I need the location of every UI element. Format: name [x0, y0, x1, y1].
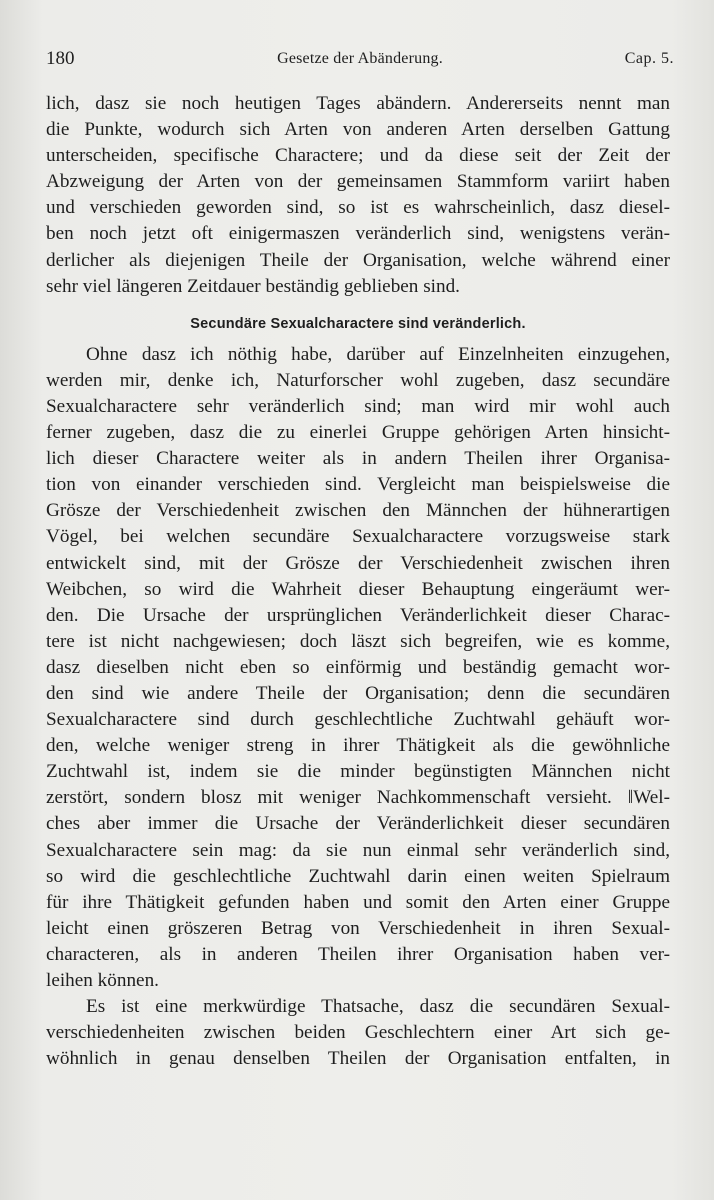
page-number: 180 [46, 48, 75, 69]
section-heading: Secundäre Sexualcharactere sind veränderlich. [190, 315, 526, 332]
text-line: ches aber immer die Ursache der Veränderlichkeit dieser secundären [46, 813, 670, 835]
text-line: Grösze der Verschiedenheit zwischen den Männchen der hühnerartigen [46, 500, 670, 522]
text-line: den, welche weniger streng in ihrer Thätigkeit als die gewöhnliche [46, 735, 670, 757]
text-line: so wird die geschlechtliche Zuchtwahl darin einen weiten Spielraum [46, 865, 670, 887]
text-line: Vögel, bei welchen secundäre Sexualcharactere vorzugsweise stark [46, 526, 670, 548]
text-line: den sind wie andere Theile der Organisation; denn die secundären [46, 682, 670, 704]
running-title: Gesetze der Abänderung. [277, 50, 443, 67]
text-line: ferner zugeben, dasz die zu einerlei Gruppe gehörigen Arten hinsicht- [46, 422, 670, 444]
text-line: tere ist nicht nachgewiesen; doch läszt sich begreifen, wie es komme, [46, 630, 670, 652]
text-line: dasz dieselben nicht eben so einförmig und beständig gemacht wor- [46, 656, 670, 678]
text-line: den. Die Ursache der ursprünglichen Veränderlichkeit dieser Charac- [46, 604, 670, 626]
text-line: unterscheiden, specifische Charactere; und da diese seit der Zeit der [46, 145, 670, 167]
text-line: ben noch jetzt oft einigermaszen veränderlich sind, wenigstens verän- [46, 223, 670, 245]
text-line: Weibchen, so wird die Wahrheit dieser Behauptung eingeräumt wer- [46, 578, 670, 600]
text-line: derlicher als diejenigen Theile der Organisation, welche während einer [46, 249, 670, 271]
text-line: Abzweigung der Arten von der gemeinsamen Stammform variirt haben [46, 171, 670, 193]
text-line: Ohne dasz ich nöthig habe, darüber auf Einzelnheiten einzugehen, [86, 343, 670, 365]
text-line: Sexualcharactere sehr veränderlich sind; man wird mir wohl auch [46, 395, 670, 417]
text-line: Zuchtwahl ist, indem sie die minder begünstigten Männchen nicht [46, 761, 670, 783]
chapter-label: Cap. 5. [624, 50, 674, 67]
paragraph-2 [46, 342, 670, 994]
text-line: werden mir, denke ich, Naturforscher wohl zugeben, dasz secundäre [46, 369, 670, 391]
text-line: leicht einen gröszeren Betrag von Verschiedenheit in ihren Sexual- [46, 917, 670, 939]
text-line: characteren, als in anderen Theilen ihrer Organisation haben ver- [46, 943, 670, 965]
text-line: Es ist eine merkwürdige Thatsache, dasz die secundären Sexual- [86, 996, 670, 1018]
text-line: lich, dasz sie noch heutigen Tages abändern. Andererseits nennt man [46, 93, 670, 114]
text-line: sehr viel längeren Zeitdauer beständig geblieben sind. [46, 275, 460, 297]
text-line: Sexualcharactere sind durch geschlechtliche Zuchtwahl gehäuft wor- [46, 709, 670, 731]
paragraph-3 [46, 994, 670, 1072]
text-line: lich dieser Charactere weiter als in andern Theilen ihrer Organisa- [46, 448, 670, 470]
text-line: wöhnlich in genau denselben Theilen der Organisation entfalten, in [46, 1048, 670, 1070]
text-line: tion von einander verschieden sind. Vergleicht man beispielsweise die [46, 474, 670, 496]
paragraph-1 [46, 91, 670, 300]
text-line: die Punkte, wodurch sich Arten von anderen Arten derselben Gattung [46, 119, 670, 141]
text-line: entwickelt sind, mit der Grösze der Verschiedenheit zwischen ihren [46, 552, 670, 574]
page-header [46, 48, 674, 74]
text-line: Sexualcharactere sein mag: da sie nun einmal sehr veränderlich sind, [46, 839, 670, 861]
text-line: zerstört, sondern blosz mit weniger Nachkommenschaft versieht. ‖Wel- [46, 787, 670, 809]
text-line: und verschieden geworden sind, so ist es wahrscheinlich, dasz diesel- [46, 197, 670, 219]
body-text [46, 91, 670, 1072]
text-line: für ihre Thätigkeit gefunden haben und somit den Arten einer Gruppe [46, 891, 670, 913]
text-line: verschiedenheiten zwischen beiden Geschlechtern einer Art sich ge- [46, 1022, 670, 1044]
text-line: leihen können. [46, 970, 159, 991]
